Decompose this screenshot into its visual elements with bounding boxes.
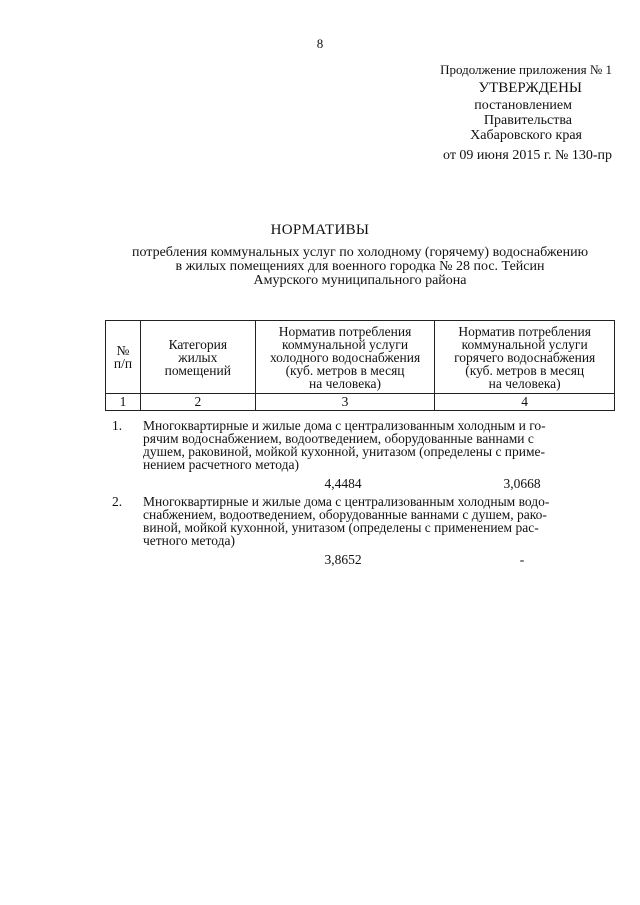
table-header-row bbox=[106, 321, 615, 394]
list-item bbox=[112, 495, 612, 547]
approval-line-3: Хабаровского края bbox=[470, 128, 582, 143]
norms-table bbox=[105, 320, 615, 411]
document-title: НОРМАТИВЫ bbox=[270, 222, 370, 238]
item-number: 1. bbox=[112, 418, 123, 433]
column-number: 4 bbox=[435, 394, 615, 411]
subtitle-line-2: в жилых помещениях для военного городка № 28 пос. Тейсин bbox=[175, 259, 545, 274]
item-cold-value: 4,4484 bbox=[324, 476, 362, 491]
subtitle-line-1: потребления коммунальных услуг по холодному (горячему) водоснабжению bbox=[131, 245, 589, 260]
item-number: 2. bbox=[112, 494, 123, 509]
item-hot-value: - bbox=[519, 552, 525, 567]
header-category: Категория жилых помещений bbox=[140, 321, 255, 394]
item-hot-value: 3,0668 bbox=[503, 476, 541, 491]
column-number: 1 bbox=[106, 394, 141, 411]
item-cold-value: 3,8652 bbox=[324, 552, 362, 567]
subtitle-line-3: Амурского муниципального района bbox=[253, 273, 467, 288]
item-description: Многоквартирные и жилые дома с централизованным холодным и го- рячим водоснабжением, водоотведением, оборудованные ваннами с душем, раковиной, мойкой кухонной, унитазом (определены с приме- нением расчетного метода) bbox=[143, 418, 546, 472]
header-hot-water: Норматив потребления коммунальной услуги горячего водоснабжения (куб. метров в месяц на человека) bbox=[435, 321, 615, 394]
column-number: 2 bbox=[140, 394, 255, 411]
column-number-row bbox=[106, 394, 615, 411]
header-cold-water: Норматив потребления коммунальной услуги холодного водоснабжения (куб. метров в месяц на человека) bbox=[255, 321, 435, 394]
approval-block bbox=[400, 62, 612, 165]
approval-stamp: УТВЕРЖДЕНЫ bbox=[478, 80, 582, 96]
page-number: 8 bbox=[316, 36, 324, 51]
list-item bbox=[112, 419, 612, 471]
approval-date: от 09 июня 2015 г. № 130-пр bbox=[443, 148, 612, 163]
approval-line-2: Правительства bbox=[483, 113, 572, 128]
column-number: 3 bbox=[255, 394, 435, 411]
document-subtitle bbox=[100, 246, 620, 288]
header-number: № п/п bbox=[106, 321, 141, 394]
item-description: Многоквартирные и жилые дома с централизованным холодным водо- снабжением, водоотведением, оборудованные ваннами с душем, рако- виной, мойкой кухонной, унитазом (определены с применением рас- четного метода) bbox=[143, 494, 550, 548]
continuation-note: Продолжение приложения № 1 bbox=[440, 62, 612, 77]
approval-line-1: постановлением bbox=[474, 98, 572, 113]
